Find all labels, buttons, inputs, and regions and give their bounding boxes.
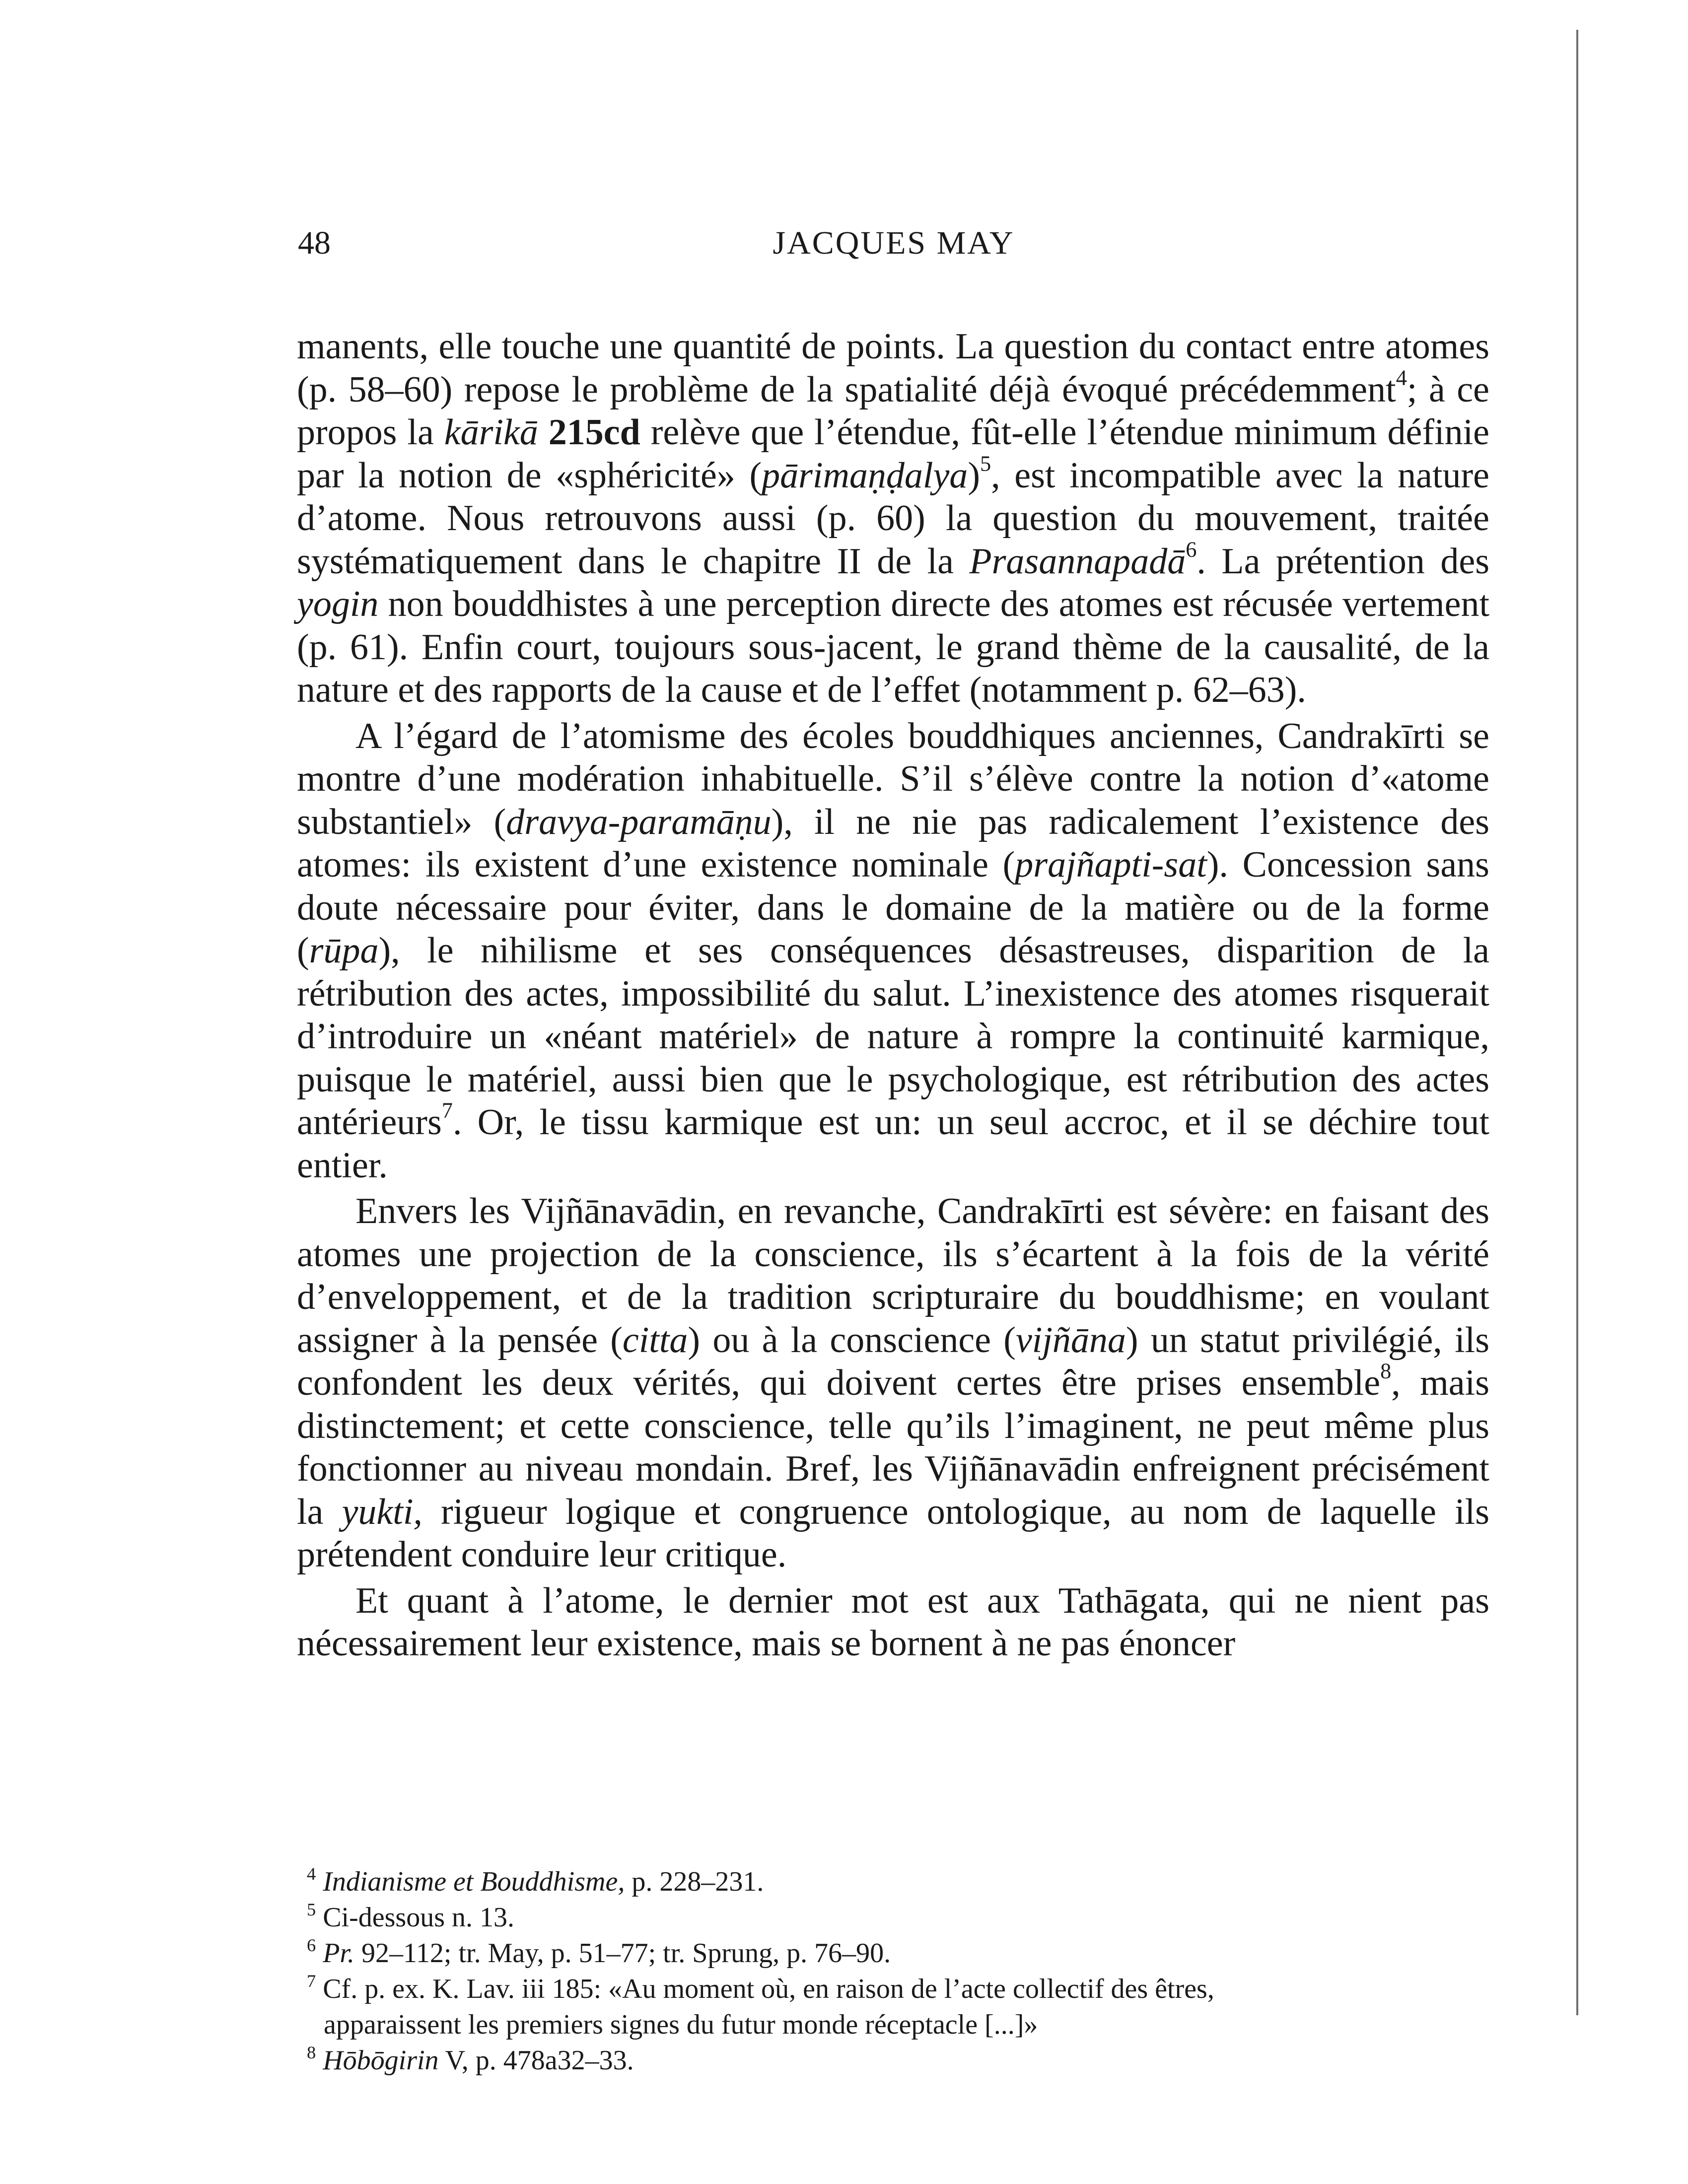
term-dravya-paramanu: dravya-paramāṇu xyxy=(506,801,772,842)
term-prasannapada: Prasannapadā xyxy=(969,541,1186,582)
term-yogin: yogin xyxy=(297,584,379,624)
page-header xyxy=(298,221,1489,266)
term-citta: citta xyxy=(622,1319,688,1361)
page-number: 48 xyxy=(298,225,331,261)
term-karika: kārikā xyxy=(444,412,538,453)
term-rupa: rūpa xyxy=(309,930,379,971)
footnote-ref-6: 6 xyxy=(1186,537,1197,562)
footnote-7: $^7$ Cf. p. ex. K. Lav. iii 185: «Au moment où, en raison de l’acte collectif des êtres, apparaissent les premiers signes du futur monde réceptacle [...]» xyxy=(307,1971,1214,2040)
footnote-ref-4: 4 xyxy=(1396,365,1407,390)
paragraph-3: Envers les Vijñānavādin, en revanche, Candrakīrti est sévère: en faisant des atomes une projection de la conscience, ils s’écartent à la fois de la vérité d’enveloppement, et de la tradition scripturaire du bouddhisme; en voulant assigner à la pensée (citta) ou à la conscience (vijñāna) un statut privilégié, ils confondent les deux vérités, qui doivent certes être prises ensemble$^8$, mais distinctement; et cette conscience, telle qu’ils l’imaginent, ne peut même plus fonctionner au niveau mondain. Bref, les Vijñānavādin enfreignent précisément la yukti, rigueur logique et congruence ontologique, au nom de laquelle ils prétendent conduire leur critique. xyxy=(297,1191,1490,1575)
term-vijnana: vijñāna xyxy=(1015,1319,1126,1361)
footnote-ref-8: 8 xyxy=(1380,1358,1392,1383)
paragraph-4: Et quant à l’atome, le dernier mot est aux Tathāgata, qui ne nient pas nécessairement leur existence, mais se bornent à ne pas énoncer xyxy=(297,1580,1489,1664)
footnote-8: $^8$ Hōbōgirin V, p. 478a32–33. xyxy=(307,2043,634,2076)
karika-number: 215cd xyxy=(548,412,640,453)
footnote-6: $^6$ Pr. 92–112; tr. May, p. 51–77; tr. Sprung, p. 76–90. xyxy=(307,1935,891,1969)
term-parimandalya: pārimaṇḍalya xyxy=(762,455,968,496)
scan-edge-line xyxy=(1576,30,1578,2015)
footnote-4: $^4$ Indianisme et Bouddhisme, p. 228–231. xyxy=(307,1864,764,1897)
footnotes xyxy=(307,1864,1489,2078)
footnote-ref-7: 7 xyxy=(441,1097,453,1123)
footnote-5: $^5$ Ci-dessous n. 13. xyxy=(307,1900,514,1933)
paragraph-1: manents, elle touche une quantité de points. La question du contact entre atomes (p. 58–60) repose le problème de la spatialité déjà évoqué précédemment$^4$; à ce propos la kārikā 215cd relève que l’étendue, fût-elle l’étendue minimum définie par la notion de «sphéricité» (pārimaṇḍalya)$^5$, est incompatible avec la nature d’atome. Nous retrouvons aussi (p. 60) la question du mouvement, traitée systématiquement dans le chapitre II de la Prasannapadā$^6$. La prétention des yogin non bouddhistes à une perception directe des atomes est récusée vertement (p. 61). Enfin court, toujours sous-jacent, le grand thème de la causalité, de la nature et des rapports de la cause et de l’effet (notamment p. 62–63). xyxy=(297,326,1489,710)
term-yukti: yukti, xyxy=(342,1491,422,1532)
paragraph-2: A l’égard de l’atomisme des écoles bouddhiques anciennes, Candrakīrti se montre d’une modération inhabituelle. S’il s’élève contre la notion d’«atome substantiel» (dravya-paramāṇu), il ne nie pas radicalement l’existence des atomes: ils existent d’une existence nominale (prajñapti-sat). Concession sans doute nécessaire pour éviter, dans le domaine de la matière ou de la forme (rūpa), le nihilisme et ses conséquences désastreuses, disparition de la rétribution des actes, impossibilité du salut. L’inexistence des atomes risquerait d’introduire un «néant matériel» de nature à rompre la continuité karmique, puisque le matériel, aussi bien que le psychologique, est rétribution des actes antérieurs$^7$. Or, le tissu karmique est un: un seul accroc, et il se déchire tout entier. xyxy=(297,715,1489,1186)
running-head: JACQUES MAY xyxy=(773,225,1015,261)
term-prajnapti-sat: prajñapti-sat xyxy=(1015,844,1207,885)
body-text xyxy=(297,325,1489,1665)
footnote-ref-5: 5 xyxy=(980,451,991,476)
